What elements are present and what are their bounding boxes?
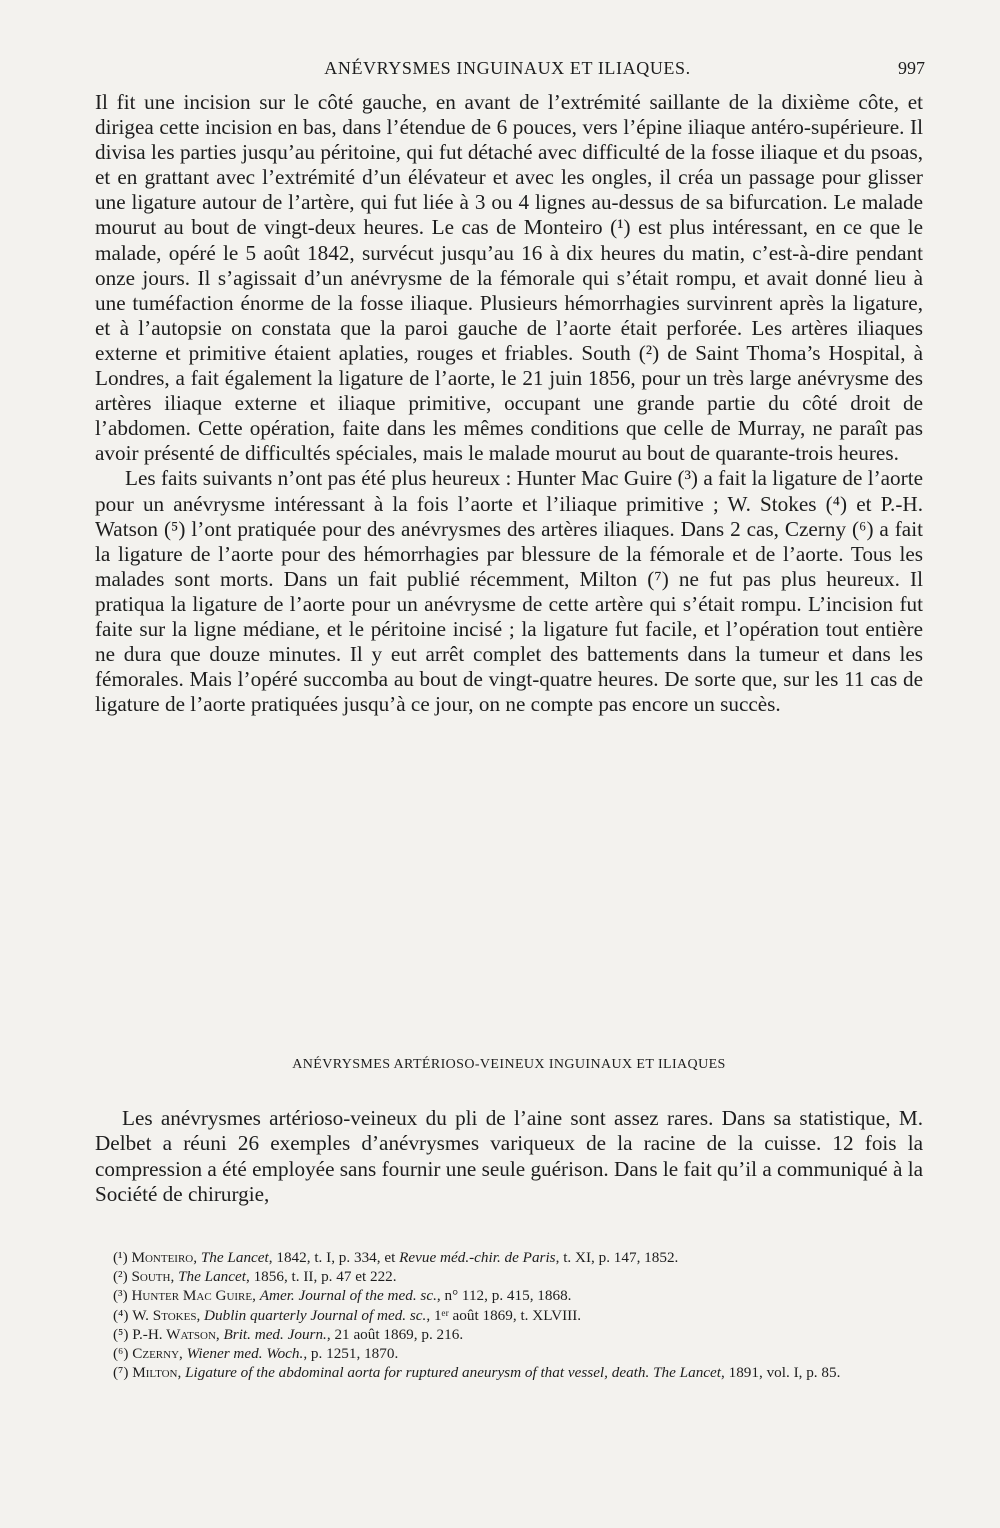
footnote-separator: ,	[193, 1249, 201, 1266]
footnote-separator: ,	[170, 1268, 179, 1286]
footnote-author: South	[131, 1268, 171, 1286]
footnote-3	[95, 1286, 923, 1305]
footnote-marker: (⁵)	[113, 1325, 129, 1343]
footnote-separator: ,	[177, 1364, 186, 1382]
footnote-title: The Lancet	[200, 1249, 269, 1266]
footnote-title: Amer. Journal of the med. sc.	[259, 1287, 437, 1305]
footnote-7	[95, 1363, 923, 1382]
running-header	[90, 58, 925, 86]
footnote-separator: ,	[252, 1287, 260, 1305]
page-number: 997	[898, 58, 925, 78]
footnotes	[95, 1248, 923, 1382]
footnote-5	[95, 1325, 923, 1344]
footnote-title: Ligature of the abdominal aorta for ruptured aneurysm of that vessel, death. The Lancet	[185, 1364, 721, 1382]
paragraph-1: Il fit une incision sur le côté gauche, en avant de l’extrémité saillante de la dixième côte, et dirigea cette incision en bas, dans l’étendue de 6 pouces, vers l’épine iliaque antéro-supérieure. Il divisa les parties jusqu’au péritoine, qui fut détaché avec difficulté de la fosse iliaque et du psoas, et en grattant avec l’extrémité d’un élévateur et avec les ongles, il créa un passage pour glisser une ligature autour de l’artère, qui fut liée à 3 ou 4 lignes au-dessus de sa bifurcation. Le malade mourut au bout de vingt-deux heures. Le cas de Monteiro (¹) est plus intéressant, en ce que le malade, opéré le 5 août 1842, survécut jusqu’au 16 à dix heures du matin, c’est-à-dire pendant onze jours. Il s’agissait d’un anévrysme de la fémorale qui s’était rompu, et avait donné lieu à une tuméfaction énorme de la fosse iliaque. Plusieurs hémorrhagies survinrent après la ligature, et à l’autopsie on constata que la paroi gauche de l’aorte était perforée. Les artères iliaques externe et primitive étaient aplaties, rouges et friables. South (²) de Saint Thoma’s Hospital, à Londres, a fait également la ligature de l’aorte, le 21 juin 1856, pour un très large anévrysme des artères iliaque externe et iliaque primitive, occupant une grande partie du côté droit de l’abdomen. Cette opération, faite dans les mêmes conditions que celle de Murray, ne paraît pas avoir présenté de difficultés spéciales, mais le malade mourut au bout de quarante-trois heures.	[95, 90, 923, 466]
footnote-marker: (³)	[113, 1287, 128, 1305]
footnote-title: Dublin quarterly Journal of med. sc.	[204, 1306, 427, 1324]
footnote-6	[95, 1344, 923, 1363]
footnote-citation-2: , t. XI, p. 147, 1852.	[555, 1249, 679, 1266]
section-paragraph-1: Les anévrysmes artérioso-veineux du pli de l’aine sont assez rares. Dans sa statistique, M. Delbet a réuni 26 exemples d’anévrysmes variqueux de la racine de la cuisse. 12 fois la compression a été employée sans fournir une seule guérison. Dans le fait qu’il a communiqué à la Société de chirurgie,	[95, 1106, 923, 1206]
footnote-title: Brit. med. Journ.	[223, 1325, 327, 1343]
footnote-author: Hunter Mac Guire	[131, 1287, 253, 1305]
footnote-marker: (¹)	[113, 1249, 128, 1266]
footnote-author: Milton	[132, 1364, 178, 1382]
footnote-author: W. Stokes	[132, 1306, 197, 1324]
footnote-marker: (⁶)	[113, 1345, 129, 1363]
footnote-author: Czerny	[132, 1345, 180, 1363]
paragraph-2: Les faits suivants n’ont pas été plus heureux : Hunter Mac Guire (³) a fait la ligature de l’aorte pour un anévrysme intéressant à la fois l’aorte et l’iliaque primitive ; W. Stokes (⁴) et P.-H. Watson (⁵) l’ont pratiquée pour des anévrysmes des artères iliaques. Dans 2 cas, Czerny (⁶) a fait la ligature de l’aorte pour des hémorrhagies par blessure de la fémorale et de l’aorte. Tous les malades sont morts. Dans un fait publié récemment, Milton (⁷) ne fut pas plus heureux. Il pratiqua la ligature de l’aorte pour un anévrysme de cette artère qui s’était rompu. L’incision fut faite sur la ligne médiane, et le péritoine incisé ; la ligature fut facile, et l’opération tout entière ne dura que douze minutes. Il y eut arrêt complet des battements dans la tumeur et dans les fémorales. Mais l’opéré succomba au bout de vingt-quatre heures. De sorte que, sur les 11 cas de ligature de l’aorte pratiquées jusqu’à ce jour, on ne compte pas encore un succès.	[95, 466, 923, 717]
main-text	[95, 90, 923, 717]
footnote-citation: , n° 112, p. 415, 1868.	[436, 1287, 572, 1305]
footnote-title: The Lancet	[178, 1268, 246, 1286]
running-title: ANÉVRYSMES INGUINAUX ET ILIAQUES.	[324, 58, 691, 78]
footnote-citation: , 1856, t. II, p. 47 et 222.	[245, 1268, 397, 1286]
footnote-title-2: Revue méd.-chir. de Paris	[399, 1249, 556, 1266]
footnote-title: Wiener med. Woch.	[186, 1345, 304, 1363]
footnote-author: P.-H. Watson	[132, 1325, 216, 1343]
footnote-1	[95, 1248, 923, 1267]
footnote-citation: , 1891, vol. I, p. 85.	[721, 1364, 841, 1382]
footnote-separator: ,	[196, 1306, 205, 1324]
footnote-citation: , 1ᵉʳ août 1869, t. XLVIII.	[426, 1306, 582, 1324]
footnote-separator: ,	[215, 1325, 224, 1343]
footnote-citation: , 21 août 1869, p. 216.	[326, 1325, 464, 1343]
footnote-author: Monteiro	[131, 1249, 194, 1266]
section-text	[95, 1106, 923, 1207]
footnote-4	[95, 1306, 923, 1325]
footnote-citation: , p. 1251, 1870.	[303, 1345, 399, 1363]
footnote-2	[95, 1267, 923, 1286]
footnote-citation: , 1842, t. I, p. 334, et	[268, 1249, 400, 1266]
section-heading: ANÉVRYSMES ARTÉRIOSO-VEINEUX INGUINAUX ET ILIAQUES	[292, 1057, 726, 1072]
footnote-marker: (⁴)	[113, 1306, 129, 1324]
footnote-marker: (⁷)	[113, 1364, 129, 1382]
footnote-marker: (²)	[113, 1268, 128, 1286]
footnote-separator: ,	[179, 1345, 187, 1363]
